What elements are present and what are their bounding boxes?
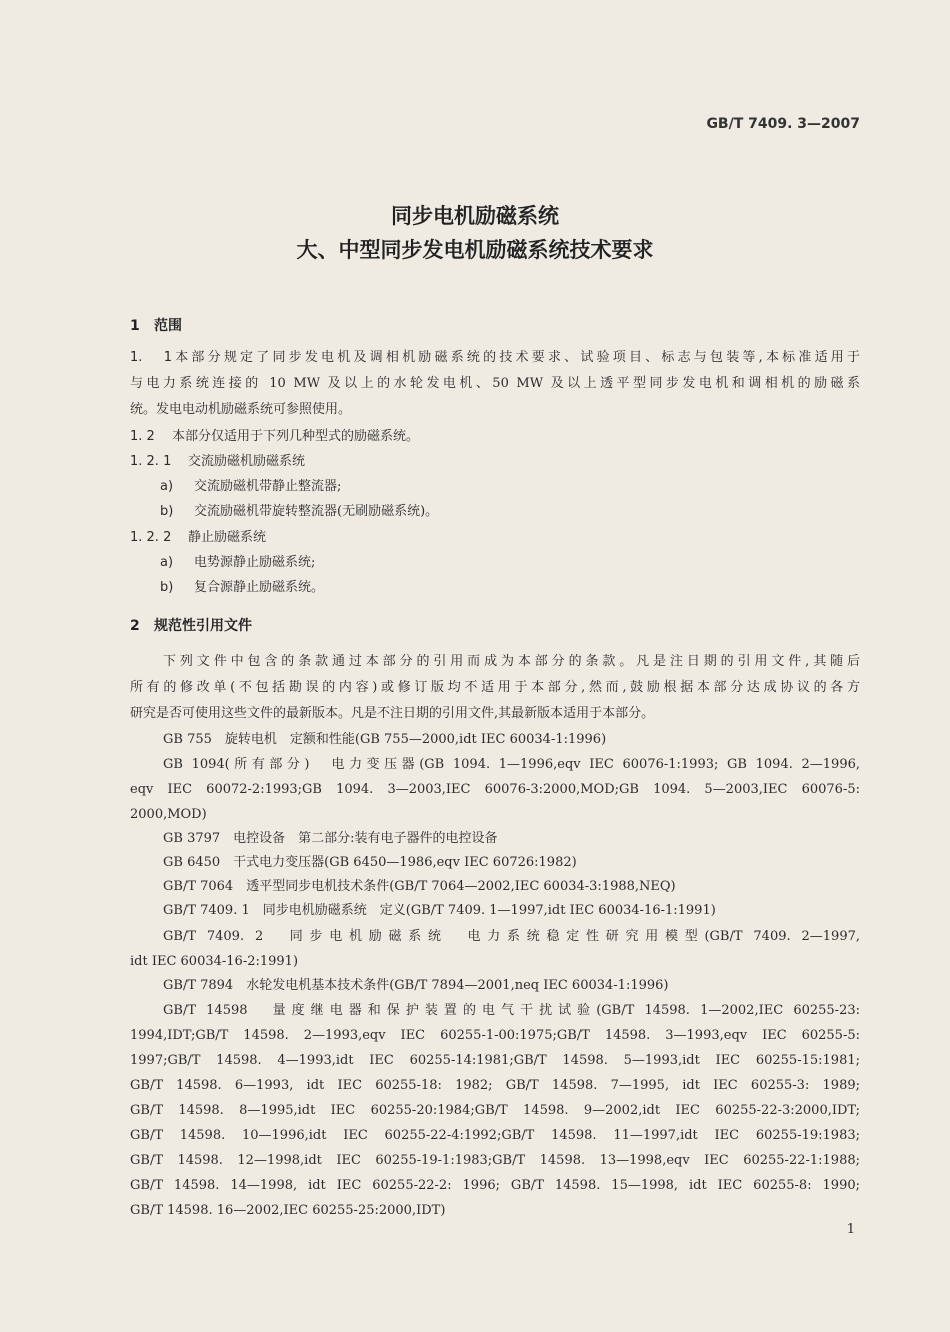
reference-gb755: GB 755 旋转电机 定额和性能(GB 755—2000,idt IEC 60034-1:1996) bbox=[163, 732, 607, 747]
section-number: 1 bbox=[130, 318, 140, 334]
section-title: 范围 bbox=[154, 318, 182, 334]
reference-gbt14598-line-3: 1997;GB/T 14598. 4—1993,idt IEC 60255-14:1981;GB/T 14598. 5—1993,idt IEC 60255-15:1981; bbox=[130, 1053, 860, 1068]
reference-gbt7064: GB/T 7064 透平型同步电机技术条件(GB/T 7064—2002,IEC 60034-3:1988,NEQ) bbox=[163, 879, 676, 894]
reference-gbt7409-2-line-1: GB/T 7409. 2 同步电机励磁系统 电力系统稳定性研究用模型(GB/T 7409. 2—1997, bbox=[163, 929, 860, 944]
clause-number: 1. 2. 1 bbox=[130, 454, 172, 469]
reference-gb1094-line-2: eqv IEC 60072-2:1993;GB 1094. 3—2003,IEC 60076-3:2000,MOD;GB 1094. 5—2003,IEC 60076-5: bbox=[130, 782, 860, 797]
intro-line-3: 研究是否可使用这些文件的最新版本。凡是不注日期的引用文件,其最新版本适用于本部分。 bbox=[130, 706, 655, 721]
reference-gbt14598-line-6: GB/T 14598. 10—1996,idt IEC 60255-22-4:1992;GB/T 14598. 11—1997,idt IEC 60255-19:1983; bbox=[130, 1128, 860, 1143]
list-item: a) 电势源静止励磁系统; bbox=[160, 555, 316, 570]
clause-number: 1. 2. 2 bbox=[130, 530, 172, 545]
reference-gb6450: GB 6450 干式电力变压器(GB 6450—1986,eqv IEC 60726:1982) bbox=[163, 855, 577, 870]
reference-gbt14598-line-1: GB/T 14598 量度继电器和保护装置的电气干扰试验(GB/T 14598. 1—2002,IEC 60255-23: bbox=[163, 1003, 860, 1018]
reference-gb1094-line-3: 2000,MOD) bbox=[130, 807, 207, 822]
section-title: 规范性引用文件 bbox=[154, 618, 252, 634]
section-1-heading bbox=[130, 315, 182, 335]
list-item: b) 复合源静止励磁系统。 bbox=[160, 580, 325, 595]
standard-code: GB/T 7409. 3—2007 bbox=[706, 116, 860, 132]
clause-1-2-2: 1. 2. 2 静止励磁系统 bbox=[130, 528, 860, 548]
clause-1-1-line-1: 1. 1本部分规定了同步发电机及调相机励磁系统的技术要求、试验项目、标志与包装等,本标准适用于 bbox=[130, 348, 860, 368]
clause-number: 1. 1 bbox=[130, 350, 172, 365]
reference-gbt14598-line-7: GB/T 14598. 12—1998,idt IEC 60255-19-1:1983;GB/T 14598. 13—1998,eqv IEC 60255-22-1:1988; bbox=[130, 1153, 860, 1168]
reference-gbt14598-line-4: GB/T 14598. 6—1993, idt IEC 60255-18: 1982; GB/T 14598. 7—1995, idt IEC 60255-3: 1989; bbox=[130, 1078, 860, 1093]
reference-gbt14598-line-2: 1994,IDT;GB/T 14598. 2—1993,eqv IEC 60255-1-00:1975;GB/T 14598. 3—1993,eqv IEC 60255-5: bbox=[130, 1028, 860, 1043]
clause-1-1-line-3: 统。发电电动机励磁系统可参照使用。 bbox=[130, 402, 352, 417]
clause-1-1-line-2: 与电力系统连接的 10 MW 及以上的水轮发电机、50 MW 及以上透平型同步发电机和调相机的励磁系 bbox=[130, 376, 860, 391]
reference-gb1094-line-1: GB 1094(所有部分) 电力变压器(GB 1094. 1—1996,eqv IEC 60076-1:1993; GB 1094. 2—1996, bbox=[163, 757, 860, 772]
list-item: b) 交流励磁机带旋转整流器(无刷励磁系统)。 bbox=[160, 504, 439, 519]
reference-gbt7409-2-line-2: idt IEC 60034-16-2:1991) bbox=[130, 954, 299, 969]
reference-gbt14598-line-9: GB/T 14598. 16—2002,IEC 60255-25:2000,IDT) bbox=[130, 1203, 446, 1218]
page-number: 1 bbox=[846, 1222, 855, 1237]
list-item: a) 交流励磁机带静止整流器; bbox=[160, 479, 342, 494]
reference-gbt14598-line-8: GB/T 14598. 14—1998, idt IEC 60255-22-2: 1996; GB/T 14598. 15—1998, idt IEC 60255-8: 1990; bbox=[130, 1178, 860, 1193]
reference-gbt7894: GB/T 7894 水轮发电机基本技术条件(GB/T 7894—2001,neq IEC 60034-1:1996) bbox=[163, 978, 669, 993]
intro-line-2: 所有的修改单(不包括勘误的内容)或修订版均不适用于本部分,然而,鼓励根据本部分达成协议的各方 bbox=[130, 680, 860, 695]
title-line-1: 同步电机励磁系统 bbox=[391, 204, 559, 228]
section-2-heading bbox=[130, 615, 252, 635]
clause-1-2: 1. 2 本部分仅适用于下列几种型式的励磁系统。 bbox=[130, 427, 860, 447]
title-line-2: 大、中型同步发电机励磁系统技术要求 bbox=[296, 238, 654, 262]
section-number: 2 bbox=[130, 618, 140, 634]
clause-number: 1. 2 bbox=[130, 429, 155, 444]
reference-gbt14598-line-5: GB/T 14598. 8—1995,idt IEC 60255-20:1984;GB/T 14598. 9—2002,idt IEC 60255-22-3:2000,IDT; bbox=[130, 1103, 860, 1118]
reference-gb3797: GB 3797 电控设备 第二部分:装有电子器件的电控设备 bbox=[163, 831, 498, 846]
clause-1-2-1: 1. 2. 1 交流励磁机励磁系统 bbox=[130, 452, 860, 472]
intro-line-1: 下列文件中包含的条款通过本部分的引用而成为本部分的条款。凡是注日期的引用文件,其随后 bbox=[163, 654, 860, 669]
reference-gbt7409-1: GB/T 7409. 1 同步电机励磁系统 定义(GB/T 7409. 1—1997,idt IEC 60034-16-1:1991) bbox=[163, 903, 716, 918]
